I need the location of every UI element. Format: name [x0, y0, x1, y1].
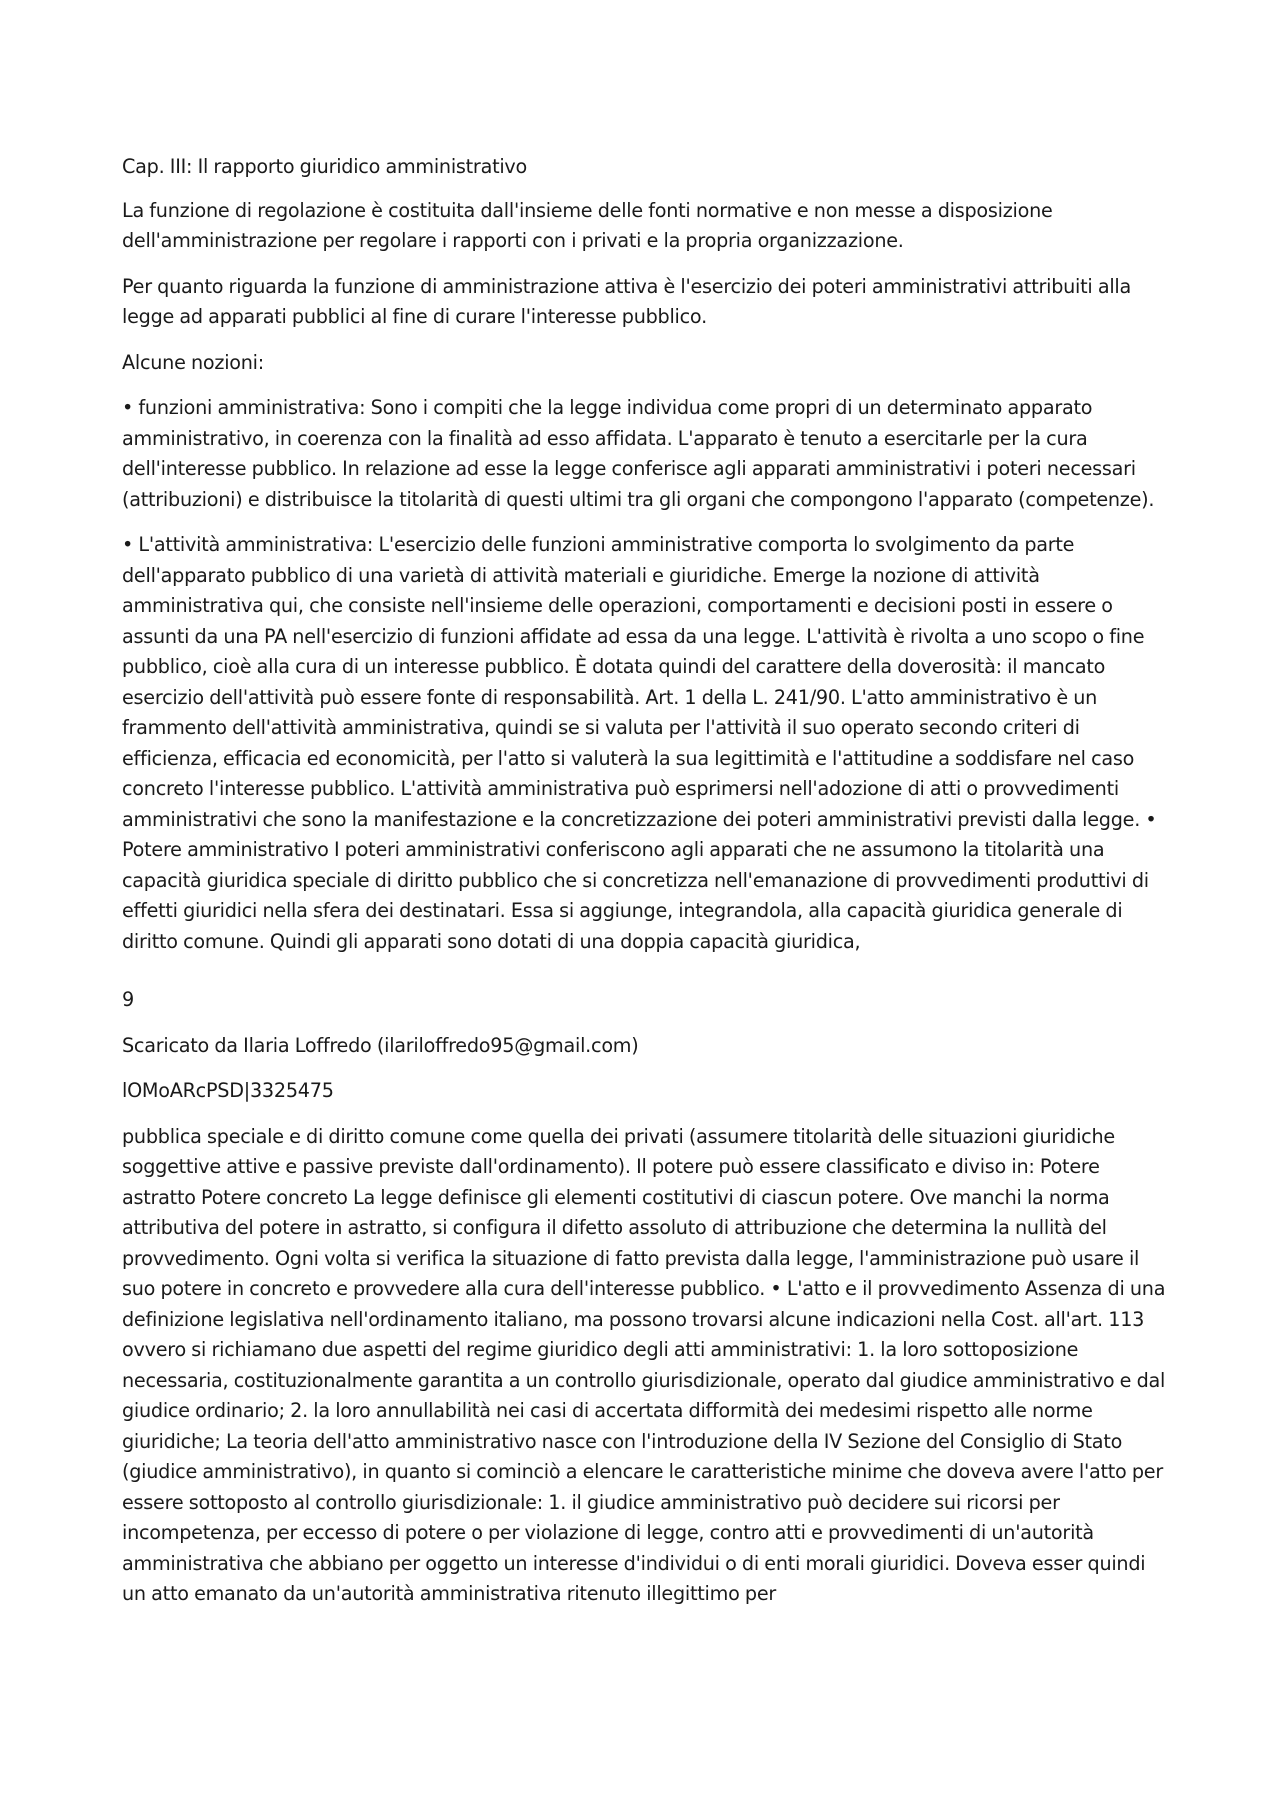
bullet-funzioni-amministrativa: • funzioni amministrativa: Sono i compiti che la legge individua come propri di un determinato apparato amministrativo, in coerenza con la finalità ad esso affidata. L'apparato è tenuto a esercitarle per la cura dell'interesse pubblico. In relazione ad esse la legge conferisce agli apparati amministrativi i poteri necessari (attribuzioni) e distribuisce la titolarità di questi ultimi tra gli organi che compongono l'apparato (competenze).: [122, 396, 1155, 511]
paragraph-continuation: pubblica speciale e di diritto comune come quella dei privati (assumere titolarità delle situazioni giuridiche soggettive attive e passive previste dall'ordinamento). Il potere può essere classificato e diviso in: Potere astratto Potere concreto La legge definisce gli elementi costitutivi di ciascun potere. Ove manchi la norma attributiva del potere in astratto, si configura il difetto assoluto di attribuzione che determina la nullità del provvedimento. Ogni volta si verifica la situazione di fatto prevista dalla legge, l'amministrazione può usare il suo potere in concreto e provvedere alla cura dell'interesse pubblico. • L'atto e il provvedimento Assenza di una definizione legislativa nell'ordinamento italiano, ma possono trovarsi alcune indicazioni nella Cost. all'art. 113 ovvero si richiamano due aspetti del regime giuridico degli atti amministrativi: 1. la loro sottoposizione necessaria, costituzionalmente garantita a un controllo giurisdizionale, operato dal giudice amministrativo e dal giudice ordinario; 2. la loro annullabilità nei casi di accertata difformità dei medesimi rispetto alle norme giuridiche; La teoria dell'atto amministrativo nasce con l'introduzione della IV Sezione del Consiglio di Stato (giudice amministrativo), in quanto si cominciò a elencare le caratteristiche minime che doveva avere l'atto per essere sottoposto al controllo giurisdizionale: 1. il giudice amministrativo può decidere sui ricorsi per incompetenza, per eccesso di potere o per violazione di legge, contro atti e provvedimenti di un'autorità amministrativa che abbiano per oggetto un interesse d'individui o di enti morali giuridici. Doveva esser quindi un atto emanato da un'autorità amministrativa ritenuto illegittimo per: [122, 1124, 1166, 1605]
chapter-title: Cap. III: Il rapporto giuridico amministrativo: [122, 155, 528, 178]
document-page: [122, 152, 1172, 1625]
document-code: lOMoARcPSD|3325475: [122, 1079, 334, 1102]
bullet-attivita-amministrativa: • L'attività amministrativa: L'esercizio delle funzioni amministrative comporta lo svolgimento da parte dell'apparato pubblico di una varietà di attività materiali e giuridiche. Emerge la nozione di attività amministrativa qui, che consiste nell'insieme delle operazioni, comportamenti e decisioni posti in essere o assunti da una PA nell'esercizio di funzioni affidate ad essa da una legge. L'attività è rivolta a uno scopo o fine pubblico, cioè alla cura di un interesse pubblico. È dotata quindi del carattere della doverosità: il mancato esercizio dell'attività può essere fonte di responsabilità. Art. 1 della L. 241/90. L'atto amministrativo è un frammento dell'attività amministrativa, quindi se si valuta per l'attività il suo operato secondo criteri di efficienza, efficacia ed economicità, per l'atto si valuterà la sua legittimità e l'attitudine a soddisfare nel caso concreto l'interesse pubblico. L'attività amministrativa può esprimersi nell'adozione di atti o provvedimenti amministrativi che sono la manifestazione e la concretizzazione dei poteri amministrativi previsti dalla legge. • Potere amministrativo I poteri amministrativi conferiscono agli apparati che ne assumono la titolarità una capacità giuridica speciale di diritto pubblico che si concretizza nell'emanazione di provvedimenti produttivi di effetti giuridici nella sfera dei destinatari. Essa si aggiunge, integrandola, alla capacità giuridica generale di diritto comune. Quindi gli apparati sono dotati di una doppia capacità giuridica,: [122, 533, 1157, 953]
page-number: 9: [122, 988, 134, 1011]
paragraph-regolazione: La funzione di regolazione è costituita dall'insieme delle fonti normative e non messe a disposizione dell'amministrazione per regolare i rapporti con i privati e la propria organizzazione.: [122, 198, 1053, 252]
download-notice: Scaricato da Ilaria Loffredo (ilariloffredo95@gmail.com): [122, 1033, 639, 1057]
paragraph-nozioni-heading: Alcune nozioni:: [122, 350, 264, 374]
paragraph-amministrazione-attiva: Per quanto riguarda la funzione di amministrazione attiva è l'esercizio dei poteri amministrativi attribuiti alla legge ad apparati pubblici al fine di curare l'interesse pubblico.: [122, 274, 1131, 328]
